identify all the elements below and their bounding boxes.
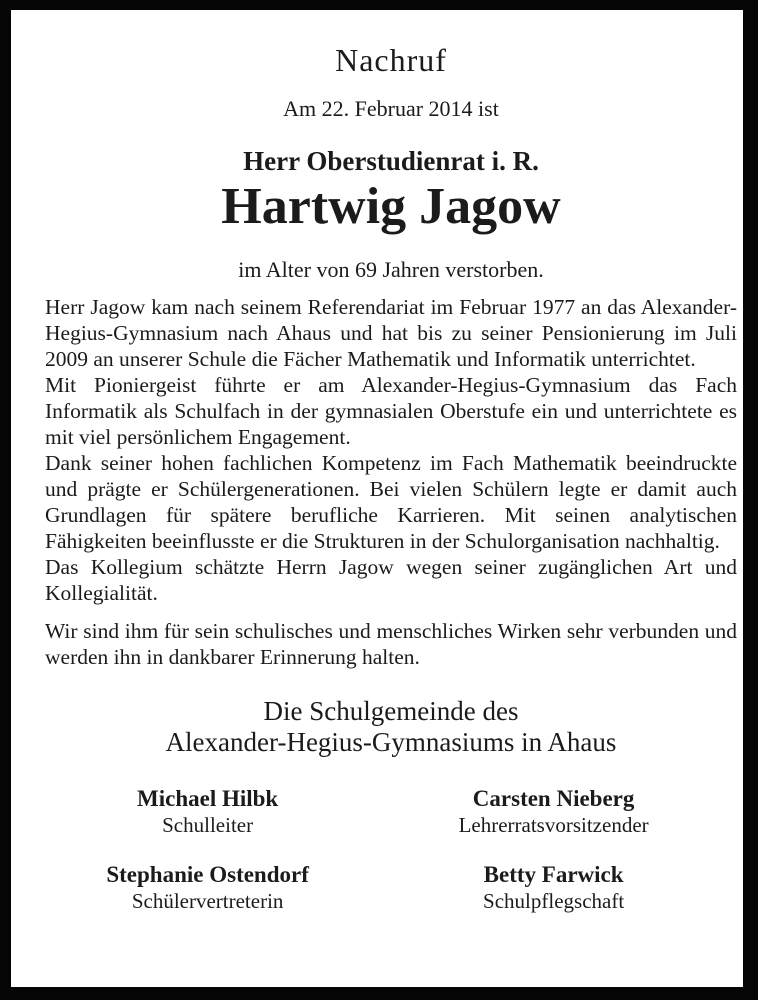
paragraph-colleagues: Das Kollegium schätzte Herrn Jagow wegen seiner zugänglichen Art und Kollegialität. (45, 555, 737, 605)
closing-line-2: Alexander-Hegius-Gymnasiums in Ahaus (165, 727, 617, 757)
signatories-grid (45, 786, 737, 914)
signatory-name: Michael Hilbk (137, 786, 279, 811)
signatory-name: Carsten Nieberg (472, 786, 635, 811)
signatory-role: Schulpflegschaft (483, 889, 625, 913)
signatory-role: Schülervertreterin (131, 889, 284, 913)
paragraph-remembrance: Wir sind ihm für sein schulisches und menschliches Wirken sehr verbunden und werden ihn in dankbarer Erinnerung halten. (45, 619, 737, 669)
notice-content (11, 10, 743, 987)
paragraph-pioneer: Mit Pioniergeist führte er am Alexander-Hegius-Gymnasium das Fach Informatik als Schulfach in der gymnasialen Oberstufe ein und unterrichtete es mit viel persönlichem Engagement. (45, 373, 737, 449)
signatory-role: Lehrerratsvorsitzender (458, 813, 649, 837)
signatory-lehrerrat (370, 786, 737, 838)
obituary-body (45, 294, 737, 670)
deceased-name: Hartwig Jagow (221, 178, 561, 235)
death-date-line: Am 22. Februar 2014 ist (283, 96, 499, 121)
closing-line-1: Die Schulgemeinde des (263, 696, 519, 726)
age-line: im Alter von 69 Jahren verstorben. (238, 257, 544, 282)
notice-title: Nachruf (335, 42, 447, 78)
signatory-schulpflegschaft (370, 862, 737, 914)
honorific-line: Herr Oberstudienrat i. R. (243, 146, 539, 176)
paragraph-career: Herr Jagow kam nach seinem Referendariat im Februar 1977 an das Alexander-Hegius-Gymnasium nach Ahaus und hat bis zu seiner Pensionierung im Juli 2009 an unserer Schule die Fächer Mathematik und Informatik unterrichtet. (45, 295, 737, 371)
closing-signature-block (45, 696, 737, 758)
signatory-schuelervertretung (45, 862, 370, 914)
signatory-schulleiter (45, 786, 370, 838)
paragraph-competence: Dank seiner hohen fachlichen Kompetenz im Fach Mathematik beeindruckte und prägte er Schülergenerationen. Bei vielen Schülern legte er damit auch Grundlagen für spätere berufliche Karrieren. Mit seinen analytischen Fähigkeiten beeinflusste er die Strukturen in der Schulorganisation nachhaltig. (45, 451, 737, 553)
signatory-role: Schulleiter (162, 813, 254, 837)
signatory-name: Stephanie Ostendorf (106, 862, 309, 887)
signatory-name: Betty Farwick (483, 862, 624, 887)
